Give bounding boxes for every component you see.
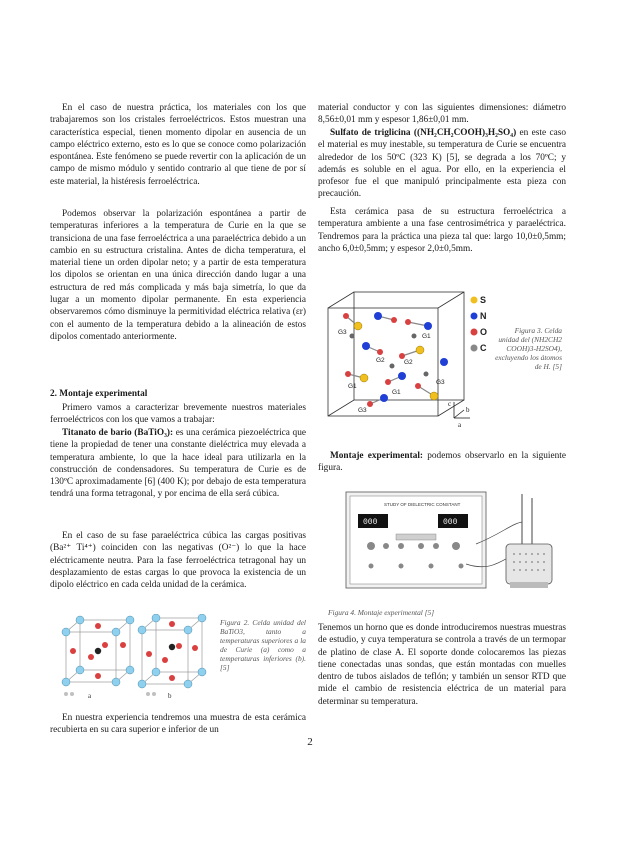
right-paragraph-4 bbox=[318, 450, 566, 475]
montaje-description: podemos observarlo en la siguiente figura. bbox=[318, 451, 566, 474]
fig3-legend-o: O bbox=[480, 327, 488, 337]
fig3-label-g2-b: G2 bbox=[404, 359, 413, 366]
figure-3-image bbox=[318, 286, 488, 430]
fig3-legend-n: N bbox=[480, 311, 487, 321]
fig3-legend-s: S bbox=[480, 295, 487, 305]
left-paragraph-2: Podemos observar la polarización espontánea a partir de temperaturas inferiores a la temperatura de Curie en la que se transiciona de una fase ferroeléctrica a una paraeléctrica debido a un cambio en su estructura cristalina. Antes de dicha temperatura, el material tiene un orden dipolar neto; y a partir de esta temperatura los dipolos se orientan en una única dirección dando lugar a una estructura de red más complicada y más baja simetría, lo que da lugar a un momento dipolar permanente. En esta experiencia observaremos cómo disminuye la permitividad eléctrica relativa (εr) con el aumento de la temperatura debido a la alineación de estos dipolos comentado anteriormente. bbox=[50, 209, 306, 342]
figure-2-caption: Figura 2. Celda unidad del BaTiO3, tanto a temperaturas superiores a la de Curie (a) como a temperaturas inferiores (b). [5] bbox=[220, 618, 306, 672]
left-paragraph-1: En el caso de nuestra práctica, los materiales con los que trabajaremos son los cristales ferroeléctricos. Estos muestran una característica especial, tienen momento dipolar en ausencia de un campo eléctrico externo, esto es lo que se conoce como polarización espontánea. Este fenómeno se puede revertir con la aplicación de un campo de mismo módulo y sentido contrario al que tiene de por sí este material, la histéresis ferroeléctrica. bbox=[50, 103, 306, 187]
fig4-meter-left: 000 bbox=[363, 518, 378, 527]
fig3-legend-c: C bbox=[480, 343, 487, 353]
right-paragraph-3: Esta cerámica pasa de su estructura ferroeléctrica a temperatura ambiente a una fase centrosimétrica y paraeléctrica. Tendremos para la práctica una pieza tal que: largo 10,0±0,5mm; ancho 6,0±0,5mm; y espesor 2,0±0,5mm. bbox=[318, 207, 566, 254]
left-paragraph-6: En nuestra experiencia tendremos una muestra de esta cerámica recubierta en su cara superior e inferior de un bbox=[50, 713, 306, 736]
tgs-description: en este caso el material es muy inestable, su temperatura de Curie se encuentra alrededor de los 50ºC (323 K) [5], se degrada a los 70ºC; y además es soluble en el agua. Por ello, en la experiencia el profesor fue el que manipuló principalmente esta pieza con precaución. bbox=[318, 128, 566, 200]
batio3-term: Titanato de bario (BaTiO₃): bbox=[62, 428, 174, 438]
fig3-axis-a: a bbox=[458, 421, 462, 429]
fig2-label-b: b bbox=[168, 692, 172, 700]
figure-2-batio3-cells bbox=[60, 614, 208, 700]
fig3-axis-c: c bbox=[448, 400, 452, 408]
figure-3-tgs-cell bbox=[318, 286, 488, 430]
fig3-label-g1-b: G1 bbox=[348, 383, 357, 390]
figure-4-caption: Figura 4. Montaje experimental [5] bbox=[328, 608, 435, 617]
fig3-label-g3-c: G3 bbox=[358, 407, 367, 414]
montaje-term: Montaje experimental: bbox=[330, 451, 424, 461]
fig3-axis-b: b bbox=[466, 406, 470, 414]
left-paragraph-4 bbox=[50, 427, 306, 501]
fig2-label-a: a bbox=[88, 692, 92, 700]
left-paragraph-5: En el caso de su fase paraeléctrica cúbica las cargas positivas (Ba²⁺ Ti⁴⁺) coinciden con las negativas (O²⁻) lo que la hace eléctricamente neutra. Para la fase ferroeléctrica tetragonal hay un desplazamiento de estas cargas lo que provoca la existencia de un dipolo eléctrico en cada celda unidad de la cerámica. bbox=[50, 531, 306, 591]
left-paragraph-3: Primero vamos a caracterizar brevemente nuestros materiales ferroeléctricos con los que vamos a trabajar: bbox=[50, 403, 306, 426]
fig3-label-g2-a: G2 bbox=[376, 357, 385, 364]
right-paragraph-5: Tenemos un horno que es donde introduciremos nuestras muestras de estudio, y cuya temperatura se controla a través de un termopar de platino de clase A. El soporte donde colocaremos las piezas tiene conectadas unas sondas, que están montadas con muelles dentro de tubos aislados de teflón; y también un sensor RTD que mide el cambio de resistencia eléctrica de un material para determinar su temperatura. bbox=[318, 623, 566, 707]
fig3-label-g1-c: G1 bbox=[392, 389, 401, 396]
section-heading-2: 2. Montaje experimental bbox=[50, 389, 148, 399]
fig4-panel-title: STUDY OF DIELECTRIC CONSTANT bbox=[384, 502, 461, 507]
figure-4-setup bbox=[326, 484, 566, 606]
fig3-label-g1-a: G1 bbox=[422, 333, 431, 340]
figure-4-image bbox=[326, 484, 566, 606]
fig4-meter-right: 000 bbox=[443, 518, 458, 527]
figure-3-caption: Figura 3. Celda unidad del (NH2CH2 COOH)3-H2SO4), excluyendo los átomos de H. [5] bbox=[495, 326, 562, 371]
right-paragraph-1: material conductor y con las siguientes dimensiones: diámetro 8,56±0,01 mm y espesor 1,86±0,01 mm. bbox=[318, 103, 566, 126]
fig3-label-g3-b: G3 bbox=[436, 379, 445, 386]
page-number: 2 bbox=[307, 736, 313, 748]
figure-2-image bbox=[60, 614, 208, 700]
tgs-term: Sulfato de triglicina ((NH₂CH₂COOH)₃H₂SO₄) bbox=[330, 128, 517, 138]
right-paragraph-2 bbox=[318, 127, 566, 201]
batio3-description: es una cerámica piezoeléctrica que tiene la propiedad de tener una constante dieléctrica muy elevada a temperatura ambiente, lo que la hace ideal para utilizarla en la construcción de condensadores. Su temperatura de Curie es de 130ºC aproximadamente [6] (400 K); por debajo de esta temperatura tendrá una forma tetragonal, y por encima de ella será cúbica. bbox=[50, 428, 306, 500]
fig3-label-g3-a: G3 bbox=[338, 329, 347, 336]
